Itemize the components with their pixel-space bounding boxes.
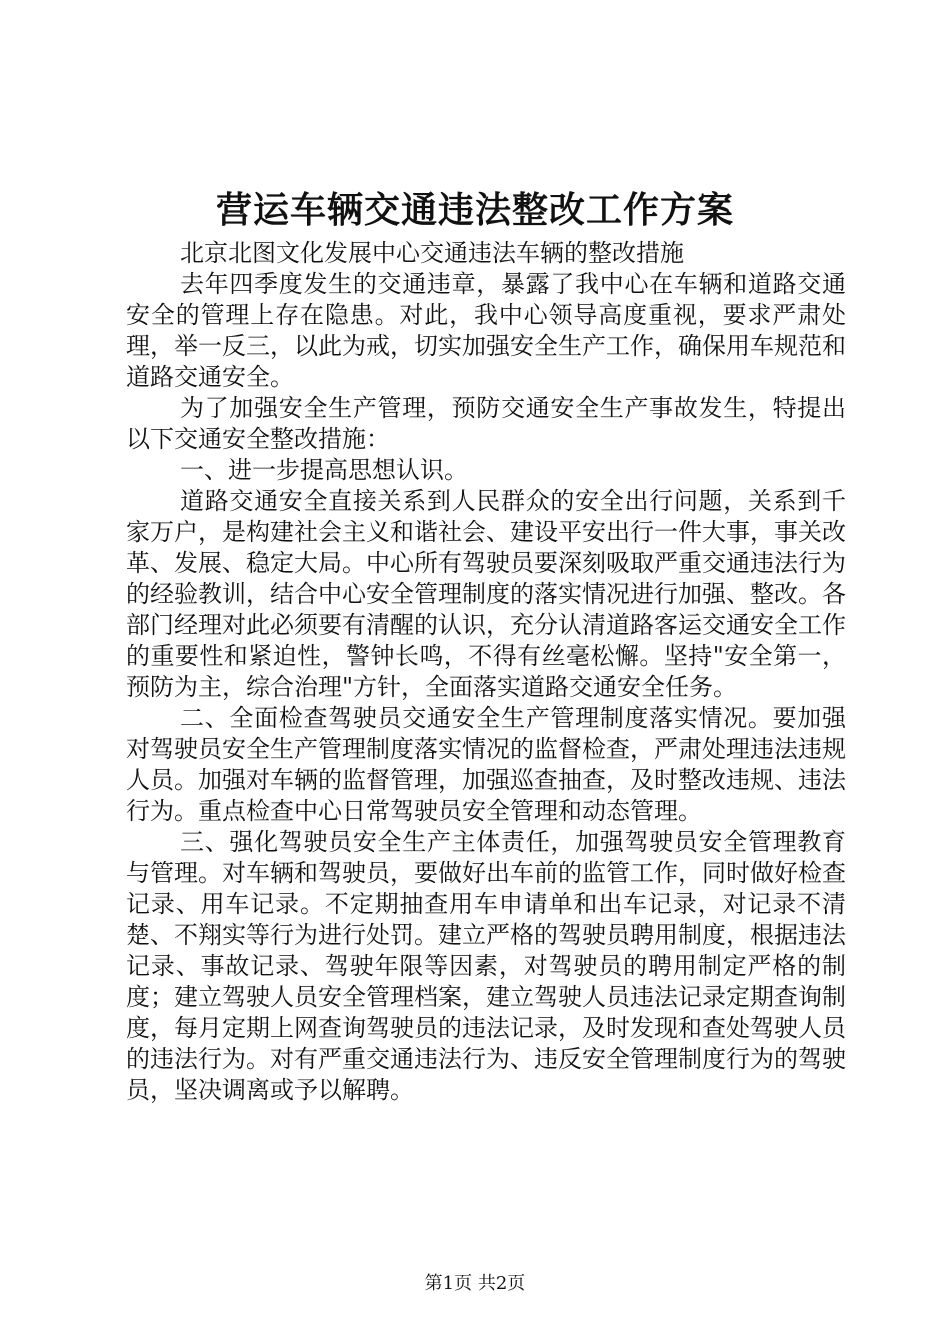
paragraph-section-2: 二、全面检查驾驶员交通安全生产管理制度落实情况。要加强对驾驶员安全生产管理制度落实情况的监督检查，严肃处理违法违规人员。加强对车辆的监督管理，加强巡查抽查，及时整改违规、违法行为。重点检查中心日常驾驶员安全管理和动态管理。 bbox=[126, 704, 846, 825]
paragraph-section-3: 三、强化驾驶员安全生产主体责任，加强驾驶员安全管理教育与管理。对车辆和驾驶员，要做好出车前的监管工作，同时做好检查记录、用车记录。不定期抽查用车申请单和出车记录，对记录不清楚、不翔实等行为进行处罚。建立严格的驾驶员聘用制度，根据违法记录、事故记录、驾驶年限等因素，对驾驶员的聘用制定严格的制度；建立驾驶人员安全管理档案，建立驾驶人员违法记录定期查询制度，每月定期上网查询驾驶员的违法记录，及时发现和查处驾驶人员的违法行为。对有严重交通违法行为、违反安全管理制度行为的驾驶员，坚决调离或予以解聘。 bbox=[126, 828, 846, 1104]
document-body bbox=[126, 238, 846, 1106]
page-number-footer: 第1页 共2页 bbox=[424, 1273, 526, 1294]
paragraph-section-1: 道路交通安全直接关系到人民群众的安全出行问题，关系到千家万户，是构建社会主义和谐社会、建设平安出行一件大事，事关改革、发展、稳定大局。中心所有驾驶员要深刻吸取严重交通违法行为的经验教训，结合中心安全管理制度的落实情况进行加强、整改。各部门经理对此必须要有清醒的认识，充分认清道路客运交通安全工作的重要性和紧迫性，警钟长鸣，不得有丝毫松懈。坚持"安全第一，预防为主，综合治理"方针，全面落实道路交通安全任务。 bbox=[126, 487, 846, 701]
document-title: 营运车辆交通违法整改工作方案 bbox=[215, 189, 734, 231]
section-heading-1: 一、进一步提高思想认识。 bbox=[180, 456, 468, 484]
paragraph-intro: 为了加强安全生产管理，预防交通安全生产事故发生，特提出以下交通安全整改措施： bbox=[126, 394, 846, 453]
paragraph-subtitle: 北京北图文化发展中心交通违法车辆的整改措施 bbox=[180, 239, 684, 267]
paragraph-background: 去年四季度发生的交通违章，暴露了我中心在车辆和道路交通安全的管理上存在隐患。对此，我中心领导高度重视，要求严肃处理，举一反三，以此为戒，切实加强安全生产工作，确保用车规范和道路交通安全。 bbox=[126, 270, 846, 391]
